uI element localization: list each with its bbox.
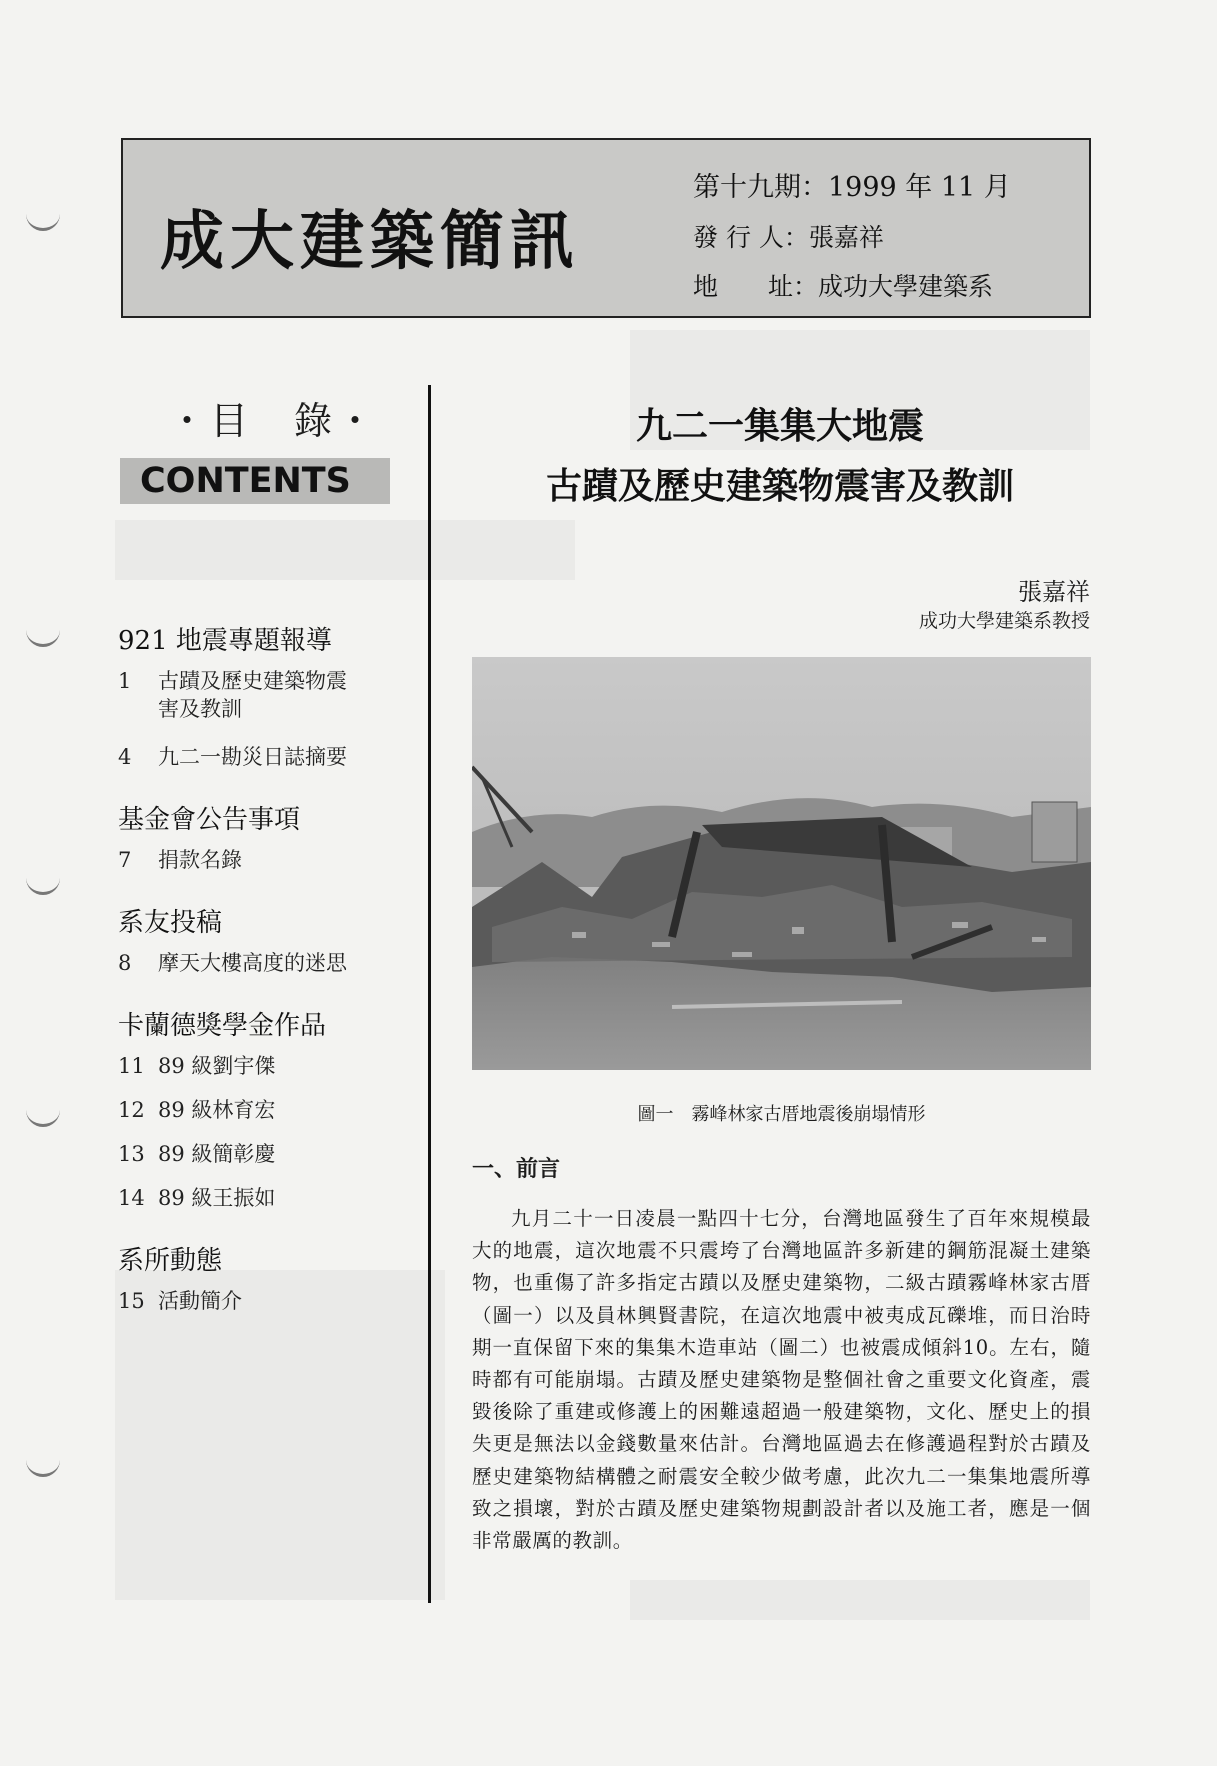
toc-item-label: 九二一勘災日誌摘要 (158, 745, 347, 769)
toc-page-number: 13 (118, 1142, 145, 1166)
punch-hole (26, 620, 60, 647)
toc-item[interactable] (118, 949, 418, 977)
table-of-contents (118, 620, 418, 1331)
author-affiliation: 成功大學建築系教授 (918, 610, 1090, 632)
masthead-title: 成大建築簡訊 (160, 205, 580, 279)
toc-item-label: 摩天大樓高度的迷思 (158, 951, 347, 975)
contents-label: CONTENTS (120, 458, 390, 504)
toc-page-number: 15 (118, 1289, 145, 1313)
toc-section (118, 1005, 418, 1212)
toc-section-title: 921 地震專題報導 (118, 626, 332, 656)
toc-section-title: 系友投稿 (118, 908, 223, 938)
toc-page-number: 14 (118, 1186, 145, 1210)
punch-hole (26, 868, 60, 895)
section-heading: 一、前言 (472, 1156, 561, 1182)
article-headline-line-2: 古蹟及歷史建築物震害及教訓 (545, 466, 1014, 507)
bleed-through (115, 520, 575, 580)
article-body: 九月二十一日凌晨一點四十七分，台灣地區發生了百年來規模最大的地震，這次地震不只震垮了台灣地區許多新建的鋼筋混凝土建築物，也重傷了許多指定古蹟以及歷史建築物，二級古蹟霧峰林家古厝（圖一）以及員林興賢書院，在這次地震中被夷成瓦礫堆，而日治時期一直保留下來的集集木造車站（圖二）也被震成傾斜10。左右，隨時都有可能崩塌。古蹟及歷史建築物是整個社會之重要文化資產，震毀後除了重建或修護上的困難遠超過一般建築物，文化、歷史上的損失更是無法以金錢數量來估計。台灣地區過去在修護過程對於古蹟及歷史建築物結構體之耐震安全較少做考慮，此次九二一集集地震所導致之損壞，對於古蹟及歷史建築物規劃設計者以及施工者，應是一個非常嚴厲的教訓。 (472, 1207, 1091, 1553)
toc-page-number: 11 (118, 1054, 145, 1078)
punch-hole (26, 204, 60, 231)
toc-item[interactable] (118, 1287, 418, 1315)
toc-item-label: 89 級劉宇傑 (158, 1054, 276, 1078)
toc-item[interactable] (118, 1052, 418, 1080)
toc-section (118, 902, 418, 977)
toc-heading: ・目 錄・ (168, 399, 379, 443)
punch-hole (26, 1450, 60, 1477)
toc-item[interactable] (118, 743, 418, 771)
toc-section-title: 卡蘭德獎學金作品 (118, 1011, 327, 1041)
toc-item[interactable] (118, 846, 418, 874)
toc-item-label: 古蹟及歷史建築物震害及教訓 (158, 669, 347, 721)
toc-item-label: 89 級林育宏 (158, 1098, 276, 1122)
toc-section-title: 基金會公告事項 (118, 805, 301, 835)
toc-item-label: 89 級王振如 (158, 1186, 276, 1210)
toc-page-number: 4 (118, 745, 132, 769)
toc-item[interactable] (118, 1140, 418, 1168)
author-name: 張嘉祥 (1018, 578, 1090, 606)
toc-page-number: 1 (118, 669, 132, 693)
column-divider (428, 385, 431, 1603)
toc-page-number: 7 (118, 848, 132, 872)
article-headline-line-1: 九二一集集大地震 (635, 406, 924, 447)
address: 地 址：成功大學建築系 (693, 272, 994, 301)
figure-1-photo (472, 657, 1091, 1070)
toc-item[interactable] (118, 1184, 418, 1212)
issue-date: 第十九期：1999 年 11 月 (693, 172, 1011, 203)
toc-item[interactable] (118, 667, 418, 723)
toc-section (118, 799, 418, 874)
toc-section (118, 620, 418, 771)
punch-hole (26, 1100, 60, 1127)
toc-page-number: 8 (118, 951, 132, 975)
toc-item-label: 89 級簡彰慶 (158, 1142, 276, 1166)
collapsed-house-photo (472, 657, 1091, 1070)
figure-caption: 圖一 霧峰林家古厝地震後崩塌情形 (637, 1104, 926, 1125)
toc-section (118, 1240, 418, 1315)
toc-item-label: 捐款名錄 (158, 848, 242, 872)
toc-item-label: 活動簡介 (158, 1289, 242, 1313)
toc-page-number: 12 (118, 1098, 145, 1122)
publisher: 發 行 人：張嘉祥 (693, 223, 884, 252)
bleed-through (630, 1580, 1090, 1620)
toc-section-title: 系所動態 (118, 1246, 223, 1276)
toc-item[interactable] (118, 1096, 418, 1124)
